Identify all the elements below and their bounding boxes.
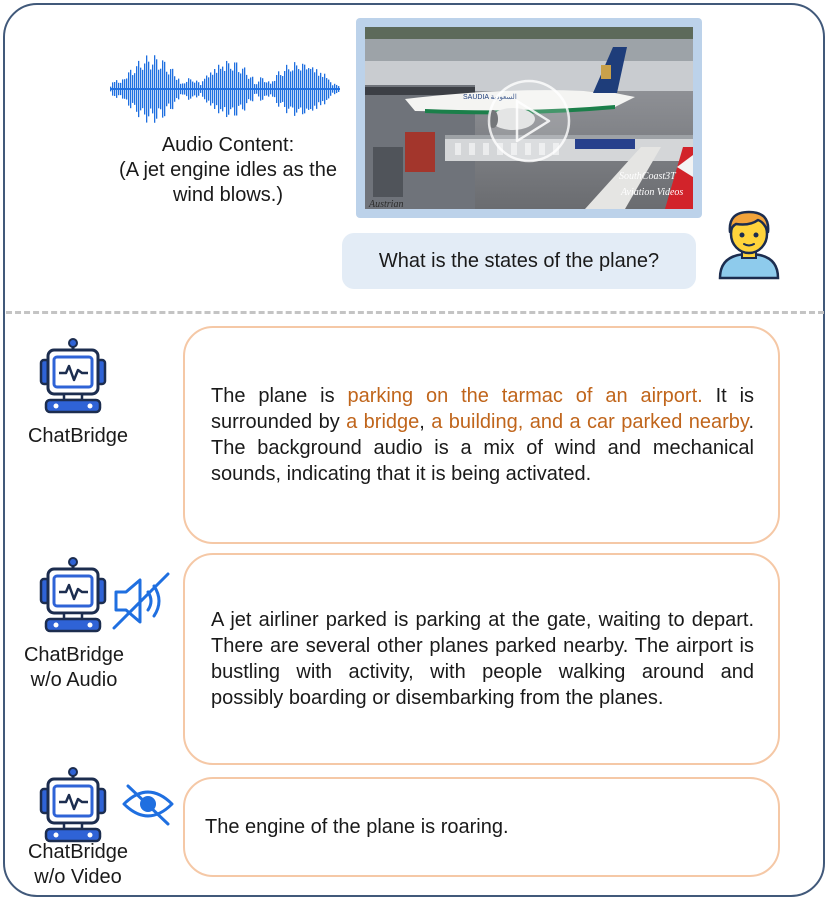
response-bubble bbox=[183, 553, 780, 765]
user-avatar-icon bbox=[714, 204, 784, 280]
waveform-baseline bbox=[110, 88, 340, 90]
play-icon[interactable] bbox=[489, 81, 569, 161]
response-phrase: A jet airliner parked is parking at the gate, waiting to depart. There are several other planes parked nearby. The airport is bustling with activity, with people walking around and possibly boarding or disembarking from the planes. bbox=[211, 609, 754, 709]
response-text bbox=[211, 383, 754, 487]
response-bubble bbox=[183, 326, 780, 544]
user-question-bubble bbox=[342, 233, 696, 289]
video-thumbnail bbox=[365, 27, 693, 209]
audio-caption-line: Audio Content: bbox=[161, 134, 295, 156]
model-label-line: ChatBridge bbox=[27, 425, 129, 447]
eye-off-icon bbox=[120, 780, 176, 828]
highlighted-phrase: a bridge bbox=[346, 411, 420, 433]
response-phrase: . The background audio is a mix of wind and mechanical sounds, indicating that it is being activated. bbox=[211, 411, 755, 485]
robot-icon bbox=[38, 767, 108, 847]
robot-icon bbox=[38, 557, 108, 637]
audio-caption bbox=[100, 133, 356, 208]
video-watermark-line: SouthCoast3T bbox=[619, 171, 676, 182]
audio-waveform-icon bbox=[110, 52, 340, 126]
response-phrase: It is surrounded by bbox=[211, 385, 755, 433]
model-label-line: ChatBridge bbox=[27, 841, 129, 863]
model-label-line: w/o Video bbox=[34, 866, 122, 888]
response-phrase: The plane is bbox=[211, 385, 348, 407]
audio-caption-line: (A jet engine idles as the bbox=[119, 159, 337, 181]
audio-caption-line: wind blows.) bbox=[172, 184, 284, 206]
highlighted-phrase: a building, and a car parked nearby bbox=[431, 411, 749, 433]
model-label-line: w/o Audio bbox=[30, 669, 118, 691]
response-phrase: , bbox=[419, 411, 432, 433]
user-question-text: What is the states of the plane? bbox=[378, 249, 660, 272]
robot-icon bbox=[38, 338, 108, 418]
muted-speaker-icon bbox=[110, 570, 172, 632]
model-label bbox=[0, 643, 148, 693]
section-divider bbox=[6, 311, 824, 314]
video-frame[interactable] bbox=[356, 18, 702, 218]
highlighted-phrase: parking on the tarmac of an airport. bbox=[347, 385, 703, 407]
aircraft-livery: SAUDIA السعودية bbox=[463, 94, 517, 101]
video-corner-text: Austrian bbox=[369, 199, 404, 209]
model-label-line: ChatBridge bbox=[23, 644, 125, 666]
model-label bbox=[0, 424, 156, 449]
response-bubble bbox=[183, 777, 780, 877]
model-label bbox=[0, 840, 156, 890]
video-watermark-line: Aviation Videos bbox=[621, 187, 684, 198]
response-phrase: The engine of the plane is roaring. bbox=[205, 816, 509, 838]
response-text bbox=[211, 607, 754, 711]
response-text bbox=[205, 814, 509, 840]
